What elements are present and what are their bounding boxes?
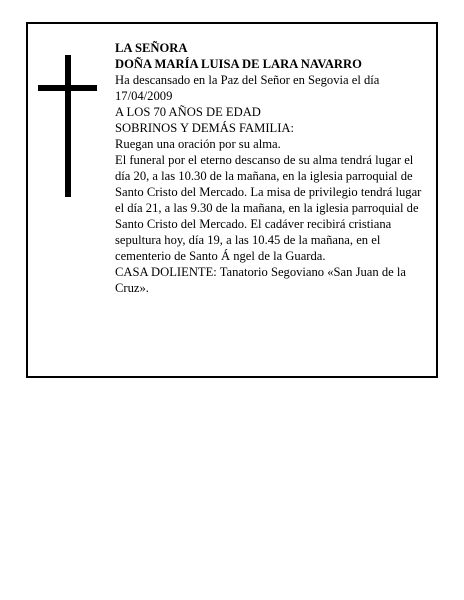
cross-horizontal-bar (38, 85, 97, 91)
prayer-request: Ruegan una oración por su alma. (115, 137, 281, 151)
funeral-details: El funeral por el eterno descanso de su alma tendrá lugar el día 20, a las 10.30 de la mañana, en la iglesia parroquial de Santo Cristo del Mercado. La misa de privilegio tendrá lugar el día 21, a las 9.30 de la mañana, en la iglesia parroquial de Santo Cristo del Mercado. El cadáver recibirá cristiana sepultura hoy, día 19, a las 10.45 de la mañana, en el cementerio de Santo Á ngel de la Guarda. (115, 153, 422, 263)
obituary-text (115, 40, 427, 296)
obituary-notice (26, 22, 438, 378)
notice-title: LA SEÑORA (115, 41, 188, 55)
death-announcement: Ha descansado en la Paz del Señor en Segovia el día 17/04/2009 (115, 73, 380, 103)
age-line: A LOS 70 AÑOS DE EDAD (115, 105, 261, 119)
cross-vertical-bar (65, 55, 71, 197)
deceased-name: DOÑA MARÍA LUISA DE LARA NAVARRO (115, 57, 362, 71)
funeral-home: CASA DOLIENTE: Tanatorio Segoviano «San Juan de la Cruz». (115, 265, 406, 295)
family-line: SOBRINOS Y DEMÁS FAMILIA: (115, 121, 295, 135)
